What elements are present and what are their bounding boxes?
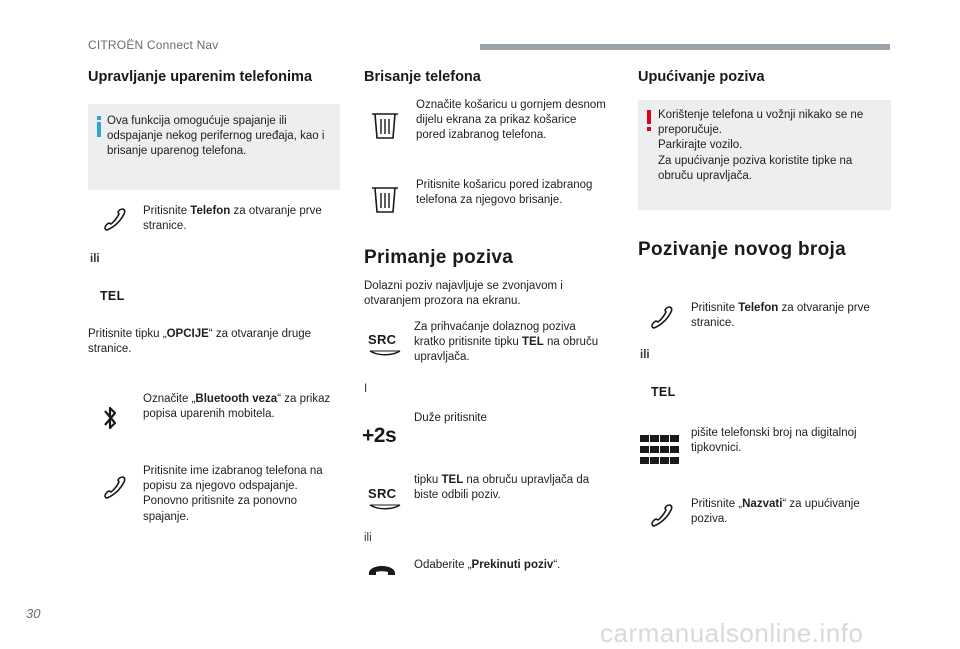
receive-intro: Dolazni poziv najavljuje se zvonjavom i otvaranjem prozora na ekranu. (364, 280, 563, 308)
long-press-text: Duže pritisnite (414, 412, 487, 424)
phone-icon (648, 304, 674, 330)
trash-icon (370, 184, 400, 214)
receive-step: Za prihvaćanje dolaznog poziva kratko pritisnite tipku TEL na obruču upravljača. (414, 321, 599, 364)
page-number: 30 (26, 606, 41, 621)
src-button-icon: SRC (368, 332, 404, 357)
delete-step-2: Pritisnite košaricu pored izabranog telefona za njegovo brisanje. (416, 179, 593, 207)
src-button-icon: SRC (368, 486, 404, 511)
section-title-receive-call: Primanje poziva (364, 247, 514, 268)
long-press-icon: +2s (362, 424, 397, 447)
header-bar (480, 44, 890, 50)
phone-icon (648, 502, 674, 528)
step-keypad: pišite telefonski broj na digitalnoj tipkovnici. (691, 427, 857, 455)
phone-icon (101, 474, 127, 500)
info-icon (94, 116, 104, 143)
step-disconnect: Pritisnite ime izabranog telefona na popisu za njegovo odspajanje. Ponovno pritisnite za ponovno spajanje. (143, 465, 323, 523)
step-call: Pritisnite „Nazvati“ za upućivanje poziva. (691, 498, 860, 526)
delete-step-1: Označite košaricu u gornjem desnom dijelu ekrana za prikaz košarice pored izabranog telefona. (416, 99, 606, 142)
and-label: I (364, 383, 368, 395)
reject-step: tipku TEL na obruču upravljača da biste odbili poziv. (414, 474, 590, 502)
section-title-manage-phones: Upravljanje uparenim telefonima (88, 69, 313, 85)
keypad-icon (640, 435, 680, 465)
bluetooth-icon (102, 402, 118, 434)
watermark: carmanualsonline.info (600, 618, 864, 648)
warning-icon (645, 110, 653, 137)
or-label: ili (364, 532, 372, 544)
step-bluetooth: Označite „Bluetooth veza“ za prikaz popisa uparenih mobitela. (143, 393, 331, 421)
section-title-new-number: Pozivanje novog broja (638, 239, 846, 260)
or-label: ili (640, 349, 650, 361)
step-open-phone: Pritisnite Telefon za otvaranje prve stranice. (143, 205, 322, 233)
tel-button-label: TEL (100, 289, 125, 303)
tel-button-label: TEL (651, 385, 676, 399)
section-title-make-call: Upućivanje poziva (638, 69, 765, 85)
header-title: CITROËN Connect Nav (88, 38, 219, 52)
phone-icon (101, 206, 127, 232)
info-text: Ova funkcija omogućuje spajanje ili odspajanje nekog perifernog uređaja, kao i brisanje uparenog telefona. (107, 115, 325, 158)
warning-text: Korištenje telefona u vožnji nikako se ne preporučuje. Parkirajte vozilo. Za upućivanje poziva koristite tipke na obruču upravljača. (658, 109, 864, 182)
trash-icon (370, 110, 400, 140)
hang-up-icon (367, 563, 397, 577)
or-label: ili (90, 253, 100, 265)
section-title-delete-phone: Brisanje telefona (364, 69, 481, 85)
info-box (88, 104, 340, 190)
options-paragraph: Pritisnite tipku „OPCIJE“ za otvaranje druge stranice. (88, 328, 312, 356)
warning-box (638, 100, 891, 210)
end-call-step: Odaberite „Prekinuti poziv“. (414, 559, 561, 571)
step-open-phone: Pritisnite Telefon za otvaranje prve stranice. (691, 302, 870, 330)
